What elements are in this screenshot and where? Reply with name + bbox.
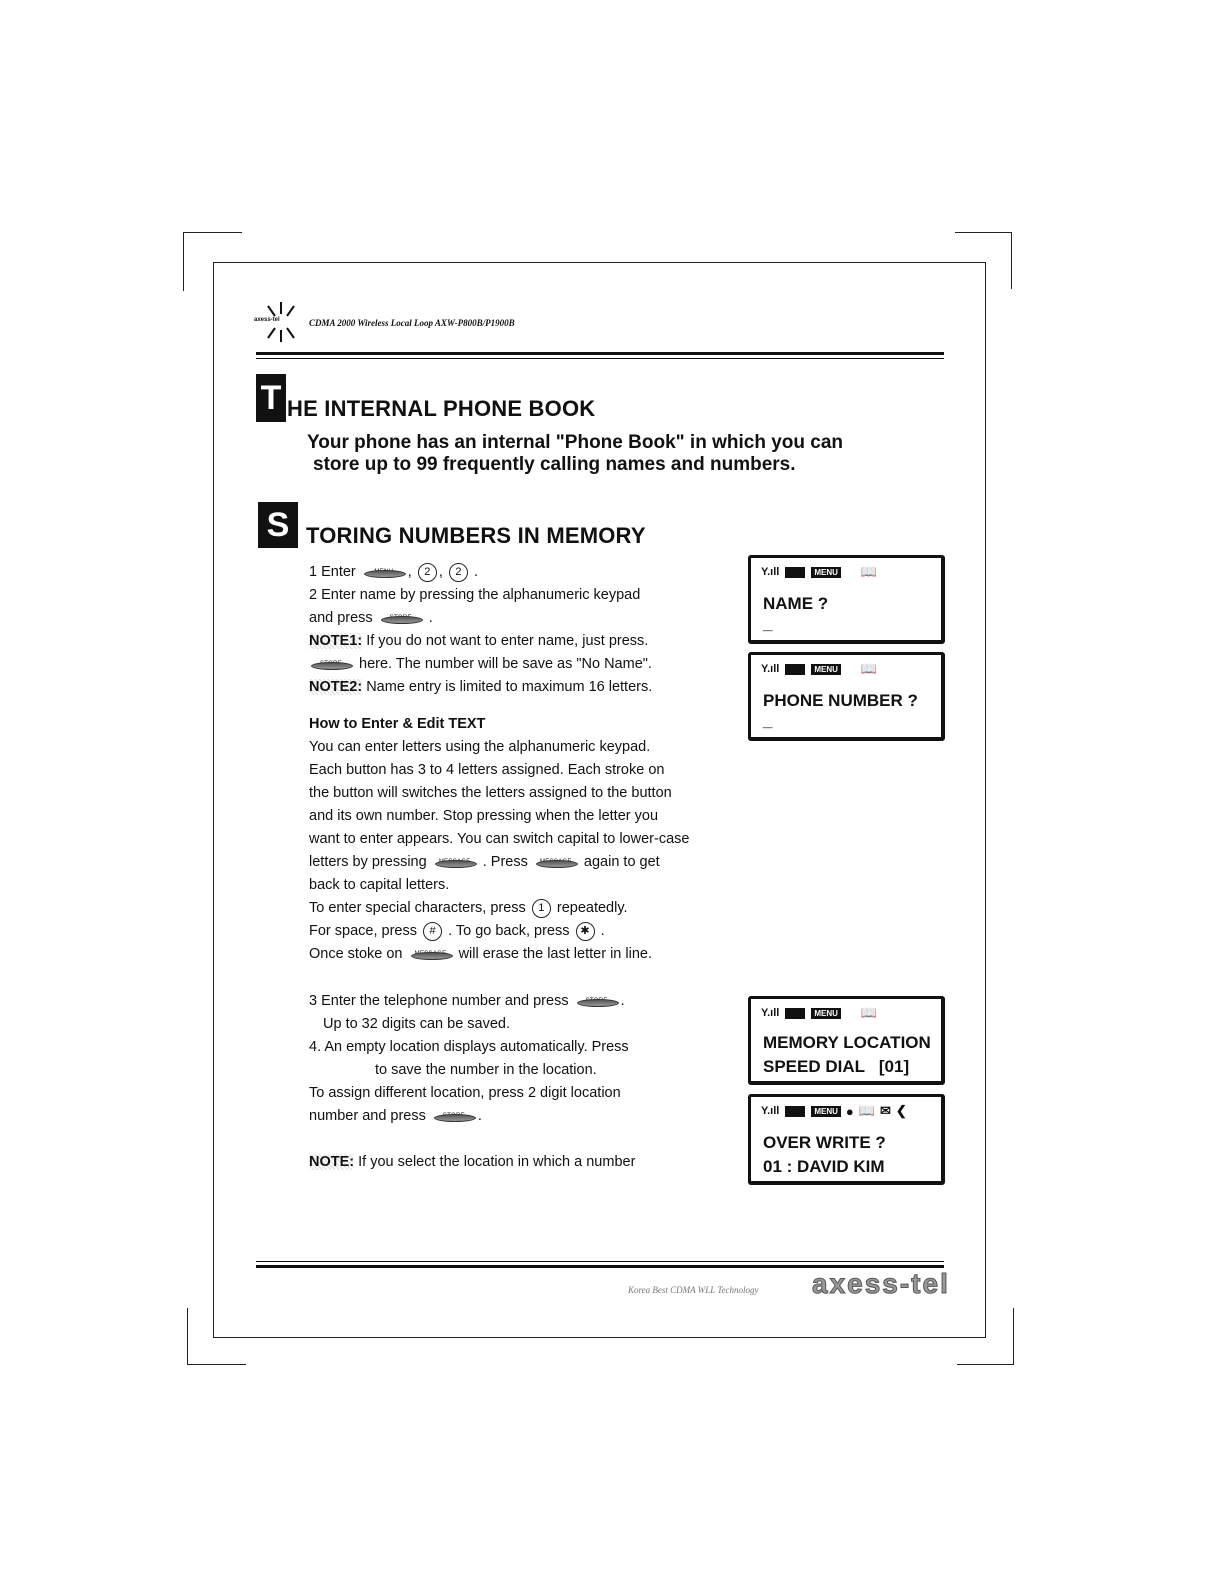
howto-line: You can enter letters using the alphanumeric keypad. (309, 739, 651, 755)
lcd-line-1: NAME ? (763, 594, 829, 613)
message-button-icon (409, 946, 453, 960)
footer-rule-thin (256, 1261, 944, 1262)
battery-icon (785, 567, 805, 578)
step-4-line-1: 4. An empty location displays automatically. Press (309, 1039, 629, 1055)
lcd-line-1: PHONE NUMBER ? (763, 691, 918, 710)
store-button-icon (432, 1108, 476, 1122)
lcd-status-bar (761, 661, 882, 677)
message-button-icon (534, 854, 578, 868)
step-4-line-2: to save the number in the location. (375, 1062, 597, 1078)
howto-line: To enter special characters, press 1 repeatedly. (309, 900, 628, 916)
store-button-icon (379, 610, 423, 624)
section-initial-s: S (258, 502, 298, 548)
key-hash-icon: # (423, 922, 442, 941)
intro-line-1: Your phone has an internal "Phone Book" in which you can (307, 432, 843, 453)
step-1: 1 Enter , 2 , 2 . (309, 564, 478, 580)
book-icon: 📖 (860, 1005, 878, 1020)
menu-indicator: MENU (811, 1106, 841, 1117)
lcd-name (748, 555, 945, 644)
footer-brand-logo: axess-tel (812, 1268, 950, 1299)
step-4-line-3: To assign different location, press 2 digit location (309, 1085, 621, 1101)
lcd-over-write (748, 1094, 945, 1185)
lcd-status-bar (761, 1005, 882, 1021)
step-2-line-1: 2 Enter name by pressing the alphanumeric keypad (309, 587, 641, 603)
lcd-line-2: 01 : DAVID KIM (763, 1157, 885, 1176)
menu-indicator: MENU (811, 664, 841, 675)
lcd-line-1: OVER WRITE ? (763, 1133, 886, 1152)
lcd-cursor: _ (763, 614, 773, 633)
howto-title: How to Enter & Edit TEXT (309, 716, 486, 732)
battery-icon (785, 664, 805, 675)
note-1: NOTE1: If you do not want to enter name, just press. (309, 633, 649, 649)
howto-line: and its own number. Stop pressing when the letter you (309, 808, 659, 824)
signal-icon: Y.ıll (761, 1006, 780, 1019)
lcd-line-1: MEMORY LOCATION (763, 1033, 931, 1052)
howto-line: the button will switches the letters assigned to the button (309, 785, 672, 801)
section-heading-phone-book: HE INTERNAL PHONE BOOK (287, 396, 596, 421)
signal-icon: Y.ıll (761, 565, 780, 578)
key-1-icon: 1 (532, 899, 551, 918)
key-star-icon: ✱ (576, 922, 595, 941)
signal-icon: Y.ıll (761, 1104, 780, 1117)
footer-tagline: Korea Best CDMA WLL Technology (628, 1285, 759, 1295)
message-button-icon (433, 854, 477, 868)
envelope-icon: ✉ (879, 1103, 891, 1118)
logo-text: axess-tel (254, 317, 280, 323)
store-button-icon (575, 993, 619, 1007)
key-2-icon: 2 (449, 563, 468, 582)
header-title: CDMA 2000 Wireless Local Loop AXW-P800B/P1900B (309, 318, 515, 328)
section-initial-t: T (256, 374, 286, 422)
lcd-phone-number (748, 652, 945, 741)
header-rule (256, 352, 944, 355)
lcd-status-bar (761, 564, 882, 580)
howto-line: For space, press # . To go back, press ✱ . (309, 923, 605, 939)
note-1-line-2: here. The number will be save as "No Name". (309, 653, 739, 676)
instructions-block (309, 561, 739, 1174)
howto-line: want to enter appears. You can switch capital to lower-case (309, 831, 690, 847)
step-4-line-4: number and press . (309, 1108, 482, 1124)
step-3-line-1: 3 Enter the telephone number and press . (309, 993, 625, 1009)
menu-indicator: MENU (811, 567, 841, 578)
logo (256, 300, 306, 344)
note-2: NOTE2: Name entry is limited to maximum 16 letters. (309, 679, 653, 695)
section-heading-storing: TORING NUMBERS IN MEMORY (306, 523, 646, 548)
howto-line: Each button has 3 to 4 letters assigned. Each stroke on (309, 762, 665, 778)
store-button-icon (309, 656, 353, 670)
howto-line: letters by pressing . Press again to get (309, 854, 660, 870)
step-2-line-2: and press . (309, 610, 433, 626)
key-2-icon: 2 (418, 563, 437, 582)
lcd-cursor: _ (763, 711, 773, 730)
howto-line: back to capital letters. (309, 877, 450, 893)
book-icon: 📖 (858, 1103, 875, 1118)
lcd-line-2: SPEED DIAL [01] (763, 1057, 910, 1076)
step-3-line-2: Up to 32 digits can be saved. (323, 1016, 511, 1032)
menu-button-icon (362, 564, 406, 578)
battery-icon (785, 1106, 805, 1117)
battery-icon (785, 1008, 805, 1019)
header-rule-thin (256, 358, 944, 359)
handset-icon: ❮ (895, 1103, 907, 1118)
lcd-memory-location (748, 996, 945, 1085)
lcd-status-bar (761, 1103, 912, 1119)
howto-line: Once stoke on will erase the last letter in line. (309, 946, 652, 962)
pin-icon: ● (845, 1103, 854, 1119)
book-icon: 📖 (860, 564, 878, 579)
menu-indicator: MENU (811, 1008, 841, 1019)
book-icon: 📖 (860, 661, 878, 676)
intro-line-2: store up to 99 frequently calling names and numbers. (313, 454, 796, 475)
signal-icon: Y.ıll (761, 662, 780, 675)
note-overwrite: NOTE: If you select the location in which a number (309, 1154, 636, 1170)
